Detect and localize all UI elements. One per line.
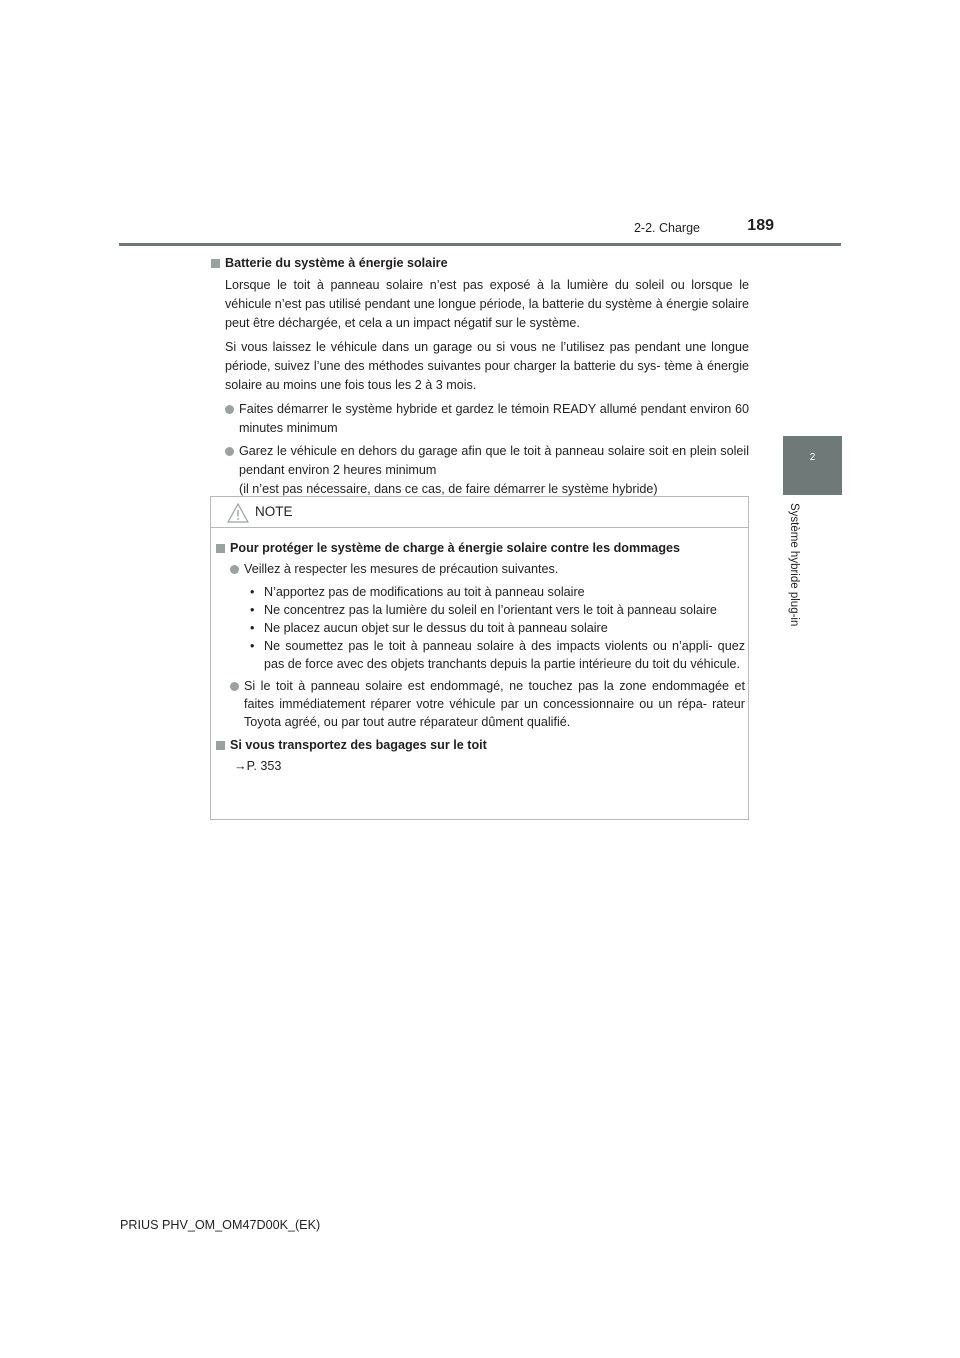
dot-marker: • [250,603,255,617]
square-marker-icon [216,544,225,553]
note-heading-text: Pour protéger le système de charge à énergie solaire contre les dommages [230,541,681,555]
note-heading [216,736,745,754]
note-list-item [216,677,745,731]
note-box [210,496,749,820]
note-subitem-text: Ne soumettez pas le toit à panneau solaire à des impacts violents ou n’appli- quez pas de force avec des objets tranchants depuis la partie intérieure du toit du véhicule. [264,639,745,671]
circle-bullet-icon [225,405,234,414]
note-heading [216,539,745,557]
section-heading-text: Batterie du système à énergie solaire [225,256,448,270]
section-heading [211,254,749,273]
list-item-text: (il n’est pas nécessaire, dans ce cas, de faire démarrer le système hybride) [239,482,658,496]
note-title: NOTE [255,504,293,519]
circle-bullet-icon [230,682,239,691]
square-marker-icon [216,741,225,750]
note-subitem-text: Ne concentrez pas la lumière du soleil en l’orientant vers le toit à panneau solaire [264,603,717,617]
list-item-text: Faites démarrer le système hybride et gardez le témoin READY allumé pendant environ 60 minutes minimum [239,402,749,435]
header-divider [119,243,841,246]
note-heading-text: Si vous transportez des bagages sur le toit [230,738,487,752]
list-item [211,400,749,438]
dot-marker: • [250,585,255,599]
list-item-text: Garez le véhicule en dehors du garage afin que le toit à panneau solaire soit en plein soleil pendant environ 2 heures minimum [239,444,749,477]
circle-bullet-icon [225,447,234,456]
dot-marker: • [250,639,255,653]
note-subitem-text: N’apportez pas de modifications au toit à panneau solaire [264,585,585,599]
note-subitem [250,583,745,601]
document-code: PRIUS PHV_OM_OM47D00K_(EK) [120,1218,321,1232]
warning-triangle-icon [227,503,249,523]
note-subitem-text: Ne placez aucun objet sur le dessus du toit à panneau solaire [264,621,608,635]
paragraph: Si vous laissez le véhicule dans un garage ou si vous ne l’utilisez pas pendant une longue période, suivez l’une des méthodes suivantes pour charger la batterie du sys- tème à énergie solaire au moins une fois tous les 2 à 3 mois. [225,340,749,392]
page-reference-link[interactable]: →P. 353 [234,759,282,773]
chapter-side-label: Système hybride plug-in [788,503,800,627]
page-number: 189 [747,217,774,234]
note-list-item-text: Veillez à respecter les mesures de précaution suivantes. [244,562,559,576]
note-body [216,539,745,775]
note-list-item-text: Si le toit à panneau solaire est endommagé, ne touchez pas la zone endommagée et faites immédiatement réparer votre véhicule par un concessionnaire ou un répa- rateur Toyota agréé, ou par tout autre réparateur dûment qualifié. [244,679,745,729]
section-title: 2-2. Charge [633,221,700,235]
note-subitem [250,619,745,637]
list-item [211,442,749,480]
main-content [211,254,749,503]
note-sublist [216,583,745,673]
note-list-item [216,560,745,578]
dot-marker: • [250,621,255,635]
chapter-tab-number: 2 [809,452,816,463]
note-header [211,497,748,528]
circle-bullet-icon [230,565,239,574]
note-subitem [250,601,745,619]
square-marker-icon [211,259,220,268]
paragraph: Lorsque le toit à panneau solaire n’est pas exposé à la lumière du soleil ou lorsque le véhicule n’est pas utilisé pendant une longue période, la batterie du système à énergie solaire peut être déchargée, et cela a un impact négatif sur le système. [225,278,749,330]
chapter-tab [783,436,842,495]
note-subitem [250,637,745,673]
